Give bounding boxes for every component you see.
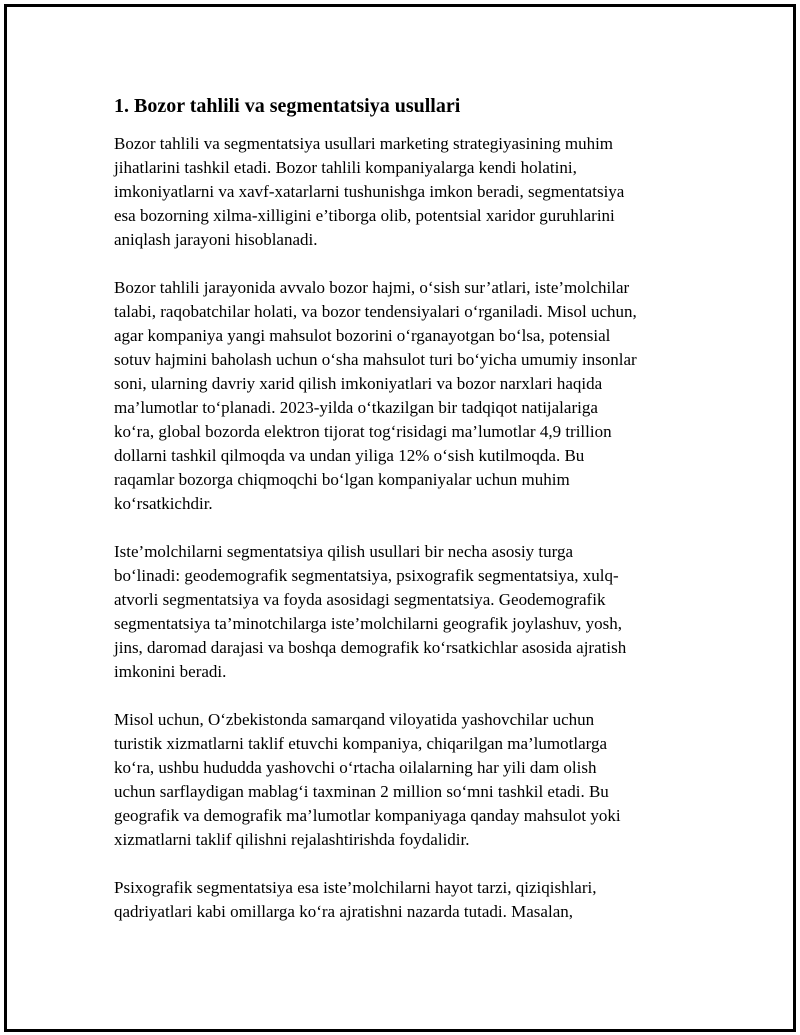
paragraph-intro: Bozor tahlili va segmentatsiya usullari marketing strategiyasining muhim jihatlarini tashkil etadi. Bozor tahlili kompaniyalarga kendi holatini, imkoniyatlarni va xavf-xatarlarni tushunishga imkon beradi, segmentatsiya esa bozorning xilma-xilligini e’tiborga olib, potentsial xaridor guruhlarini aniqlash jarayoni hisoblanadi.	[114, 134, 625, 249]
paragraph-psychographic: Psixografik segmentatsiya esa iste’molchilarni hayot tarzi, qiziqishlari, qadriyatlari kabi omillarga ko‘ra ajratishni nazarda tutadi. Masalan,	[114, 878, 597, 921]
section-heading: 1. Bozor tahlili va segmentatsiya usullari	[114, 95, 461, 117]
paragraph-segmentation-types: Iste’molchilarni segmentatsiya qilish usullari bir necha asosiy turga bo‘linadi: geodemografik segmentatsiya, psixografik segmentatsiya, xulq- atvorli segmentatsiya va foyda asosidagi segmentatsiya. Geodemografik segmentatsiya ta’minotchilarga iste’molchilarni geografik joylashuv, yosh, jins, daromad darajasi va boshqa demografik ko‘rsatkichlar asosida ajratish imkonini beradi.	[114, 542, 627, 681]
paragraph-example-samarqand: Misol uchun, O‘zbekistonda samarqand viloyatida yashovchilar uchun turistik xizmatlarni taklif etuvchi kompaniya, chiqarilgan ma’lumotlarga ko‘ra, ushbu hududda yashovchi o‘rtacha oilalarning har yili dam olish uchun sarflaydigan mablag‘i taxminan 2 million so‘mni tashkil etadi. Bu geografik va demografik ma’lumotlar kompaniyaga qanday mahsulot yoki xizmatlarni taklif qilishni rejalashtirishda foydalidir.	[114, 710, 621, 849]
paragraph-market-analysis: Bozor tahlili jarayonida avvalo bozor hajmi, o‘sish sur’atlari, iste’molchilar talabi, raqobatchilar holati, va bozor tendensiyalari o‘rganiladi. Misol uchun, agar kompaniya yangi mahsulot bozorini o‘rganayotgan bo‘lsa, potensial sotuv hajmini baholash uchun o‘sha mahsulot turi bo‘yicha umumiy insonlar soni, ularning davriy xarid qilish imkoniyatlari va bozor narxlari haqida ma’lumotlar to‘planadi. 2023-yilda o‘tkazilgan bir tadqiqot natijalariga ko‘ra, global bozorda elektron tijorat tog‘risidagi ma’lumotlar 4,9 trillion dollarni tashkil qilmoqda va undan yiliga 12% o‘sish kutilmoqda. Bu raqamlar bozorga chiqmoqchi bo‘lgan kompaniyalar uchun muhim ko‘rsatkichdir.	[114, 278, 637, 513]
document-body	[114, 92, 694, 948]
